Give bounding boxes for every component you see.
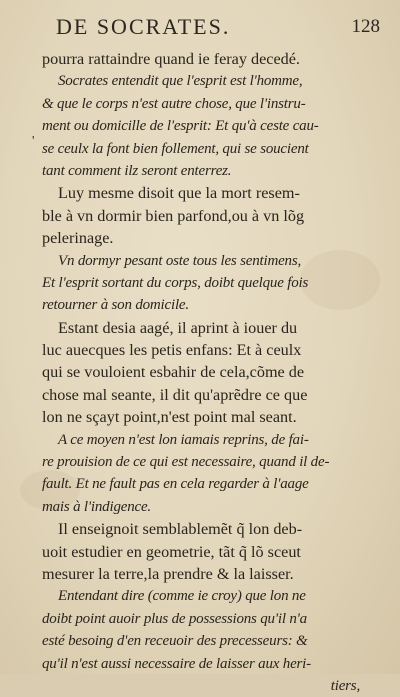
text-line: A ce moyen n'est lon iamais reprins, de fai- [58,431,309,448]
text-line: lon ne sçayt point,n'est point mal seant. [42,408,297,427]
text-line: tant comment ilz seront enterrez. [42,162,232,179]
text-line: Luy mesme disoit que la mort resem- [58,184,300,203]
text-line: retourner à son domicile. [42,297,189,314]
text-line: mais à l'indigence. [42,498,151,515]
text-line: esté besoing d'en receuoir des precesseurs: & [42,633,308,650]
text-line: Estant desia aagé, il aprint à iouer du [58,318,298,337]
text-line: qu'il n'est aussi necessaire de laisser aux heri- [42,655,311,672]
text-line: Et l'esprit sortant du corps, doibt quelque fois [42,274,309,291]
text-line: doibt point auoir plus de possessions qu'il n'a [42,610,307,627]
text-line: ment ou domicille de l'esprit: Et qu'à ceste cau- [42,118,319,135]
text-line: pelerinage. [42,229,114,248]
running-head: DE SOCRATES. [56,14,231,39]
text-line: ble à vn dormir bien parfond,ou à vn lõg [42,206,305,225]
text-line: uoit estudier en geometrie, tãt q̃ lõ sceut [42,542,301,561]
body-text [42,48,370,697]
text-line: Socrates entendit que l'esprit est l'homme, [58,73,303,90]
text-line: re prouision de ce qui est necessaire, quand il de- [42,454,330,471]
text-line: pourra rattaindre quand ie feray decedé. [42,50,300,68]
text-line: luc auecques les petis enfans: Et à ceulx [42,341,302,360]
page-header [56,14,380,42]
text-line: Entendant dire (comme ie croy) que lon ne [58,588,306,605]
text-line: se ceulx la font bien follement, qui se soucient [42,140,309,157]
text-line: & que le corps n'est autre chose, que l'instru- [42,95,306,112]
text-line: Il enseignoit semblablemẽt q̃ lon deb- [58,520,303,539]
text-line: tiers, [330,677,360,694]
page-number: 128 [351,16,380,37]
margin-mark: ' [32,134,35,149]
text-line: mesurer la terre,la prendre & la laisser. [42,564,294,583]
text-line: chose mal seante, il dit qu'aprẽdre ce que [42,385,308,404]
text-line: Vn dormyr pesant oste tous les sentimens, [58,252,302,269]
text-line: qui se vouloient esbahir de cela,cõme de [42,363,305,382]
text-line: fault. Et ne fault pas en cela regarder à l'aage [42,476,309,493]
